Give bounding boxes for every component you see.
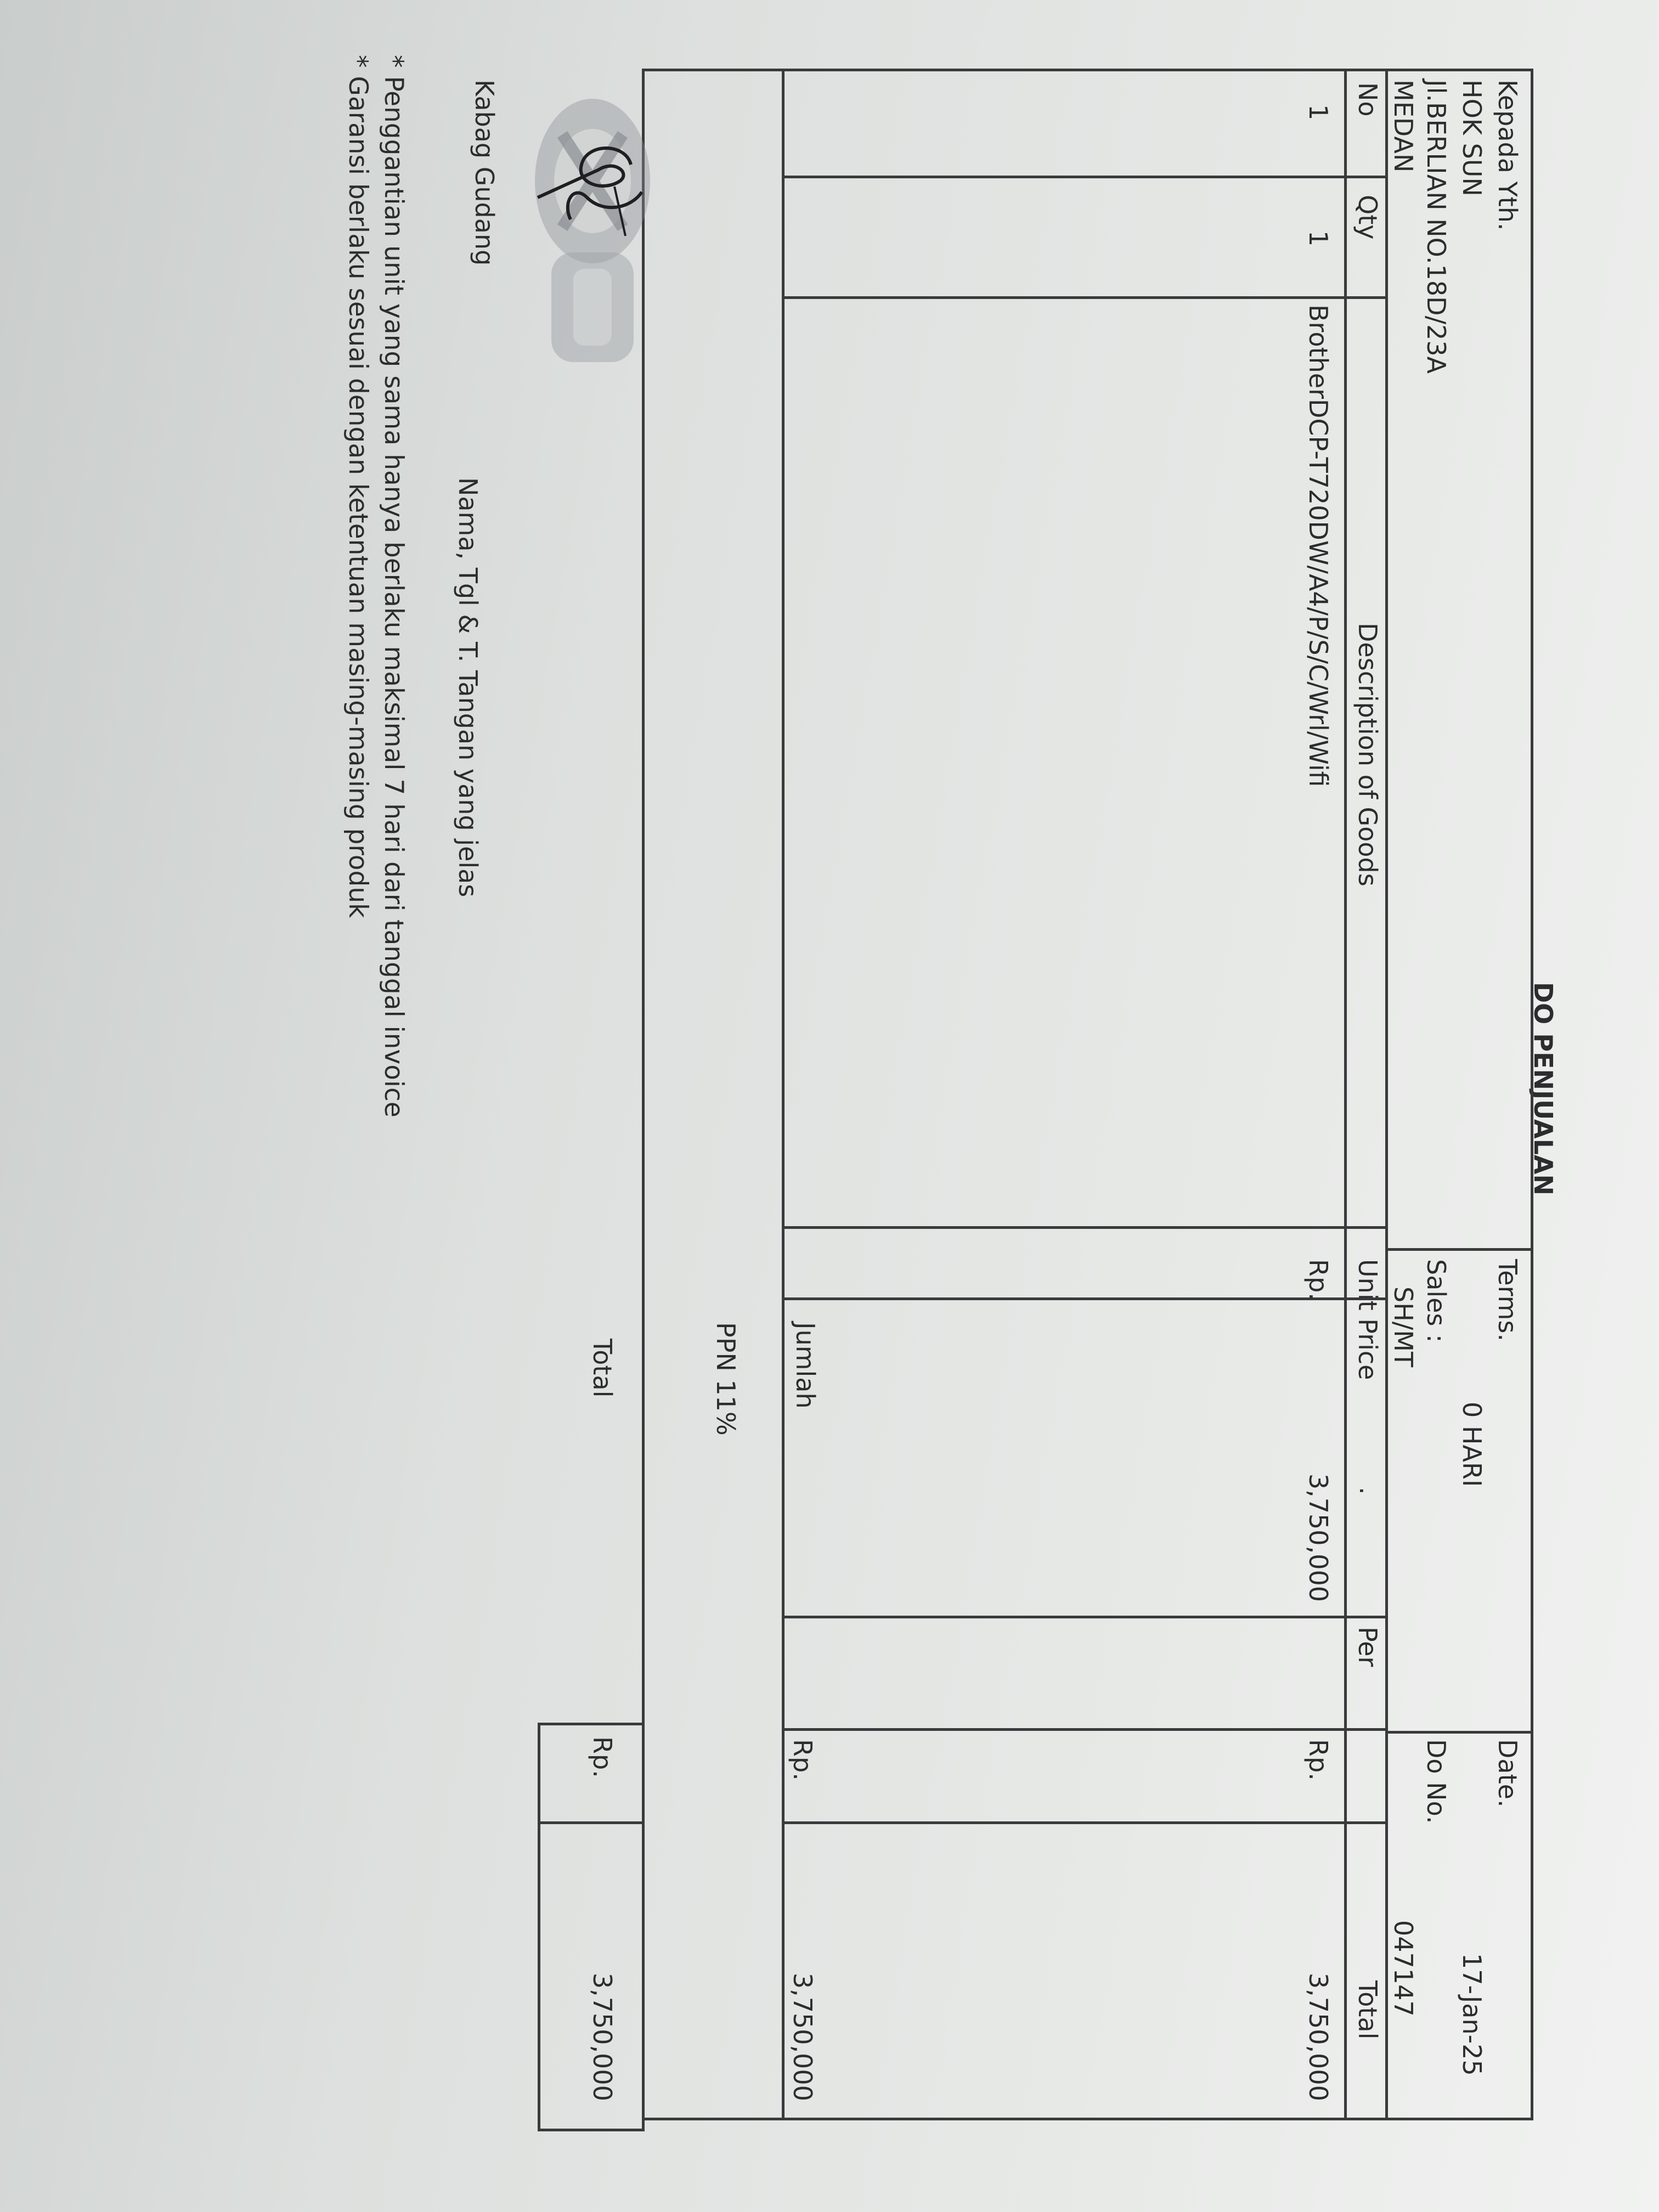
outer-frame [642,69,1533,2120]
sales-label: Sales : [1421,1259,1451,1343]
do-number-label: Do No. [1421,1739,1451,1824]
date-value: 17-Jan-25 [1457,1953,1487,2076]
terms-label: Terms. [1493,1259,1522,1342]
col-header-unit-price: Unit Price [1353,1259,1383,1380]
header-divider-date [1388,1731,1533,1734]
col-header-qty: Qty [1353,195,1383,240]
col-header-total: Total [1353,1980,1383,2040]
ppn-label: PPN 11% [711,1322,741,1436]
sales-value: SH/MT [1389,1286,1418,1368]
recipient-name: HOK SUN [1457,80,1487,196]
jumlah-label: Jumlah [791,1322,820,1409]
col-line-qty [785,296,1388,299]
table-bottom-line [782,69,785,2120]
date-label: Date. [1493,1739,1522,1808]
jumlah-currency: Rp. [788,1739,817,1781]
signature-instruction: Nama, Tgl & T. Tangan yang jelas [453,477,483,898]
delivery-order-document [0,5,1558,2200]
col-line-unit-currency [785,1297,1388,1300]
jumlah-value: 3,750,000 [788,1972,817,2101]
col-line-unit-price [785,1616,1388,1618]
row-total: 3,750,000 [1304,1972,1333,2101]
document-title: DO PENJUALAN [1528,982,1558,1196]
row-no: 1 [1304,104,1333,121]
col-header-description: Description of Goods [1353,623,1383,887]
row-qty: 1 [1304,230,1333,247]
col-header-no: No [1353,82,1383,117]
handwritten-signature [527,132,664,241]
col-line-total-currency [785,1821,1388,1824]
recipient-address: Jl.BERLIAN NO.18D/23A [1421,80,1451,374]
col-line-per [785,1728,1388,1731]
row-unit-price: 3,750,000 [1304,1473,1333,1602]
col-line-no [785,176,1388,178]
header-divider-terms [1388,1248,1533,1251]
grand-total-currency: Rp. [588,1736,617,1778]
grand-total-value: 3,750,000 [588,1972,617,2101]
note-replacement: * Penggantian unit yang sama hanya berlaku maksimal 7 hari dari tanggal invoice [379,55,409,1118]
col-header-unit-price-mark: . [1354,1487,1384,1495]
recipient-label: Kepada Yth. [1493,80,1522,231]
header-bottom-line [1385,69,1388,2120]
recipient-city: MEDAN [1389,80,1418,173]
total-box-divider [538,1821,645,1824]
col-header-per: Per [1353,1627,1383,1667]
signature-role: Kabag Gudang [470,80,499,266]
terms-value: 0 HARI [1457,1402,1487,1487]
do-number-value: 047147 [1389,1920,1418,2017]
grand-total-label: Total [588,1339,617,1398]
table-header-bottom-line [1344,69,1347,2120]
row-unit-currency: Rp. [1304,1259,1333,1301]
total-box-top [642,1723,645,2131]
row-total-currency: Rp. [1304,1739,1333,1781]
col-line-description [785,1226,1388,1229]
row-description: BrotherDCP-T720DW/A4/P/S/C/Wrl/Wifi [1304,304,1333,787]
note-warranty: * Garansi berlaku sesuai dengan ketentuan masing-masing produk [343,55,373,918]
